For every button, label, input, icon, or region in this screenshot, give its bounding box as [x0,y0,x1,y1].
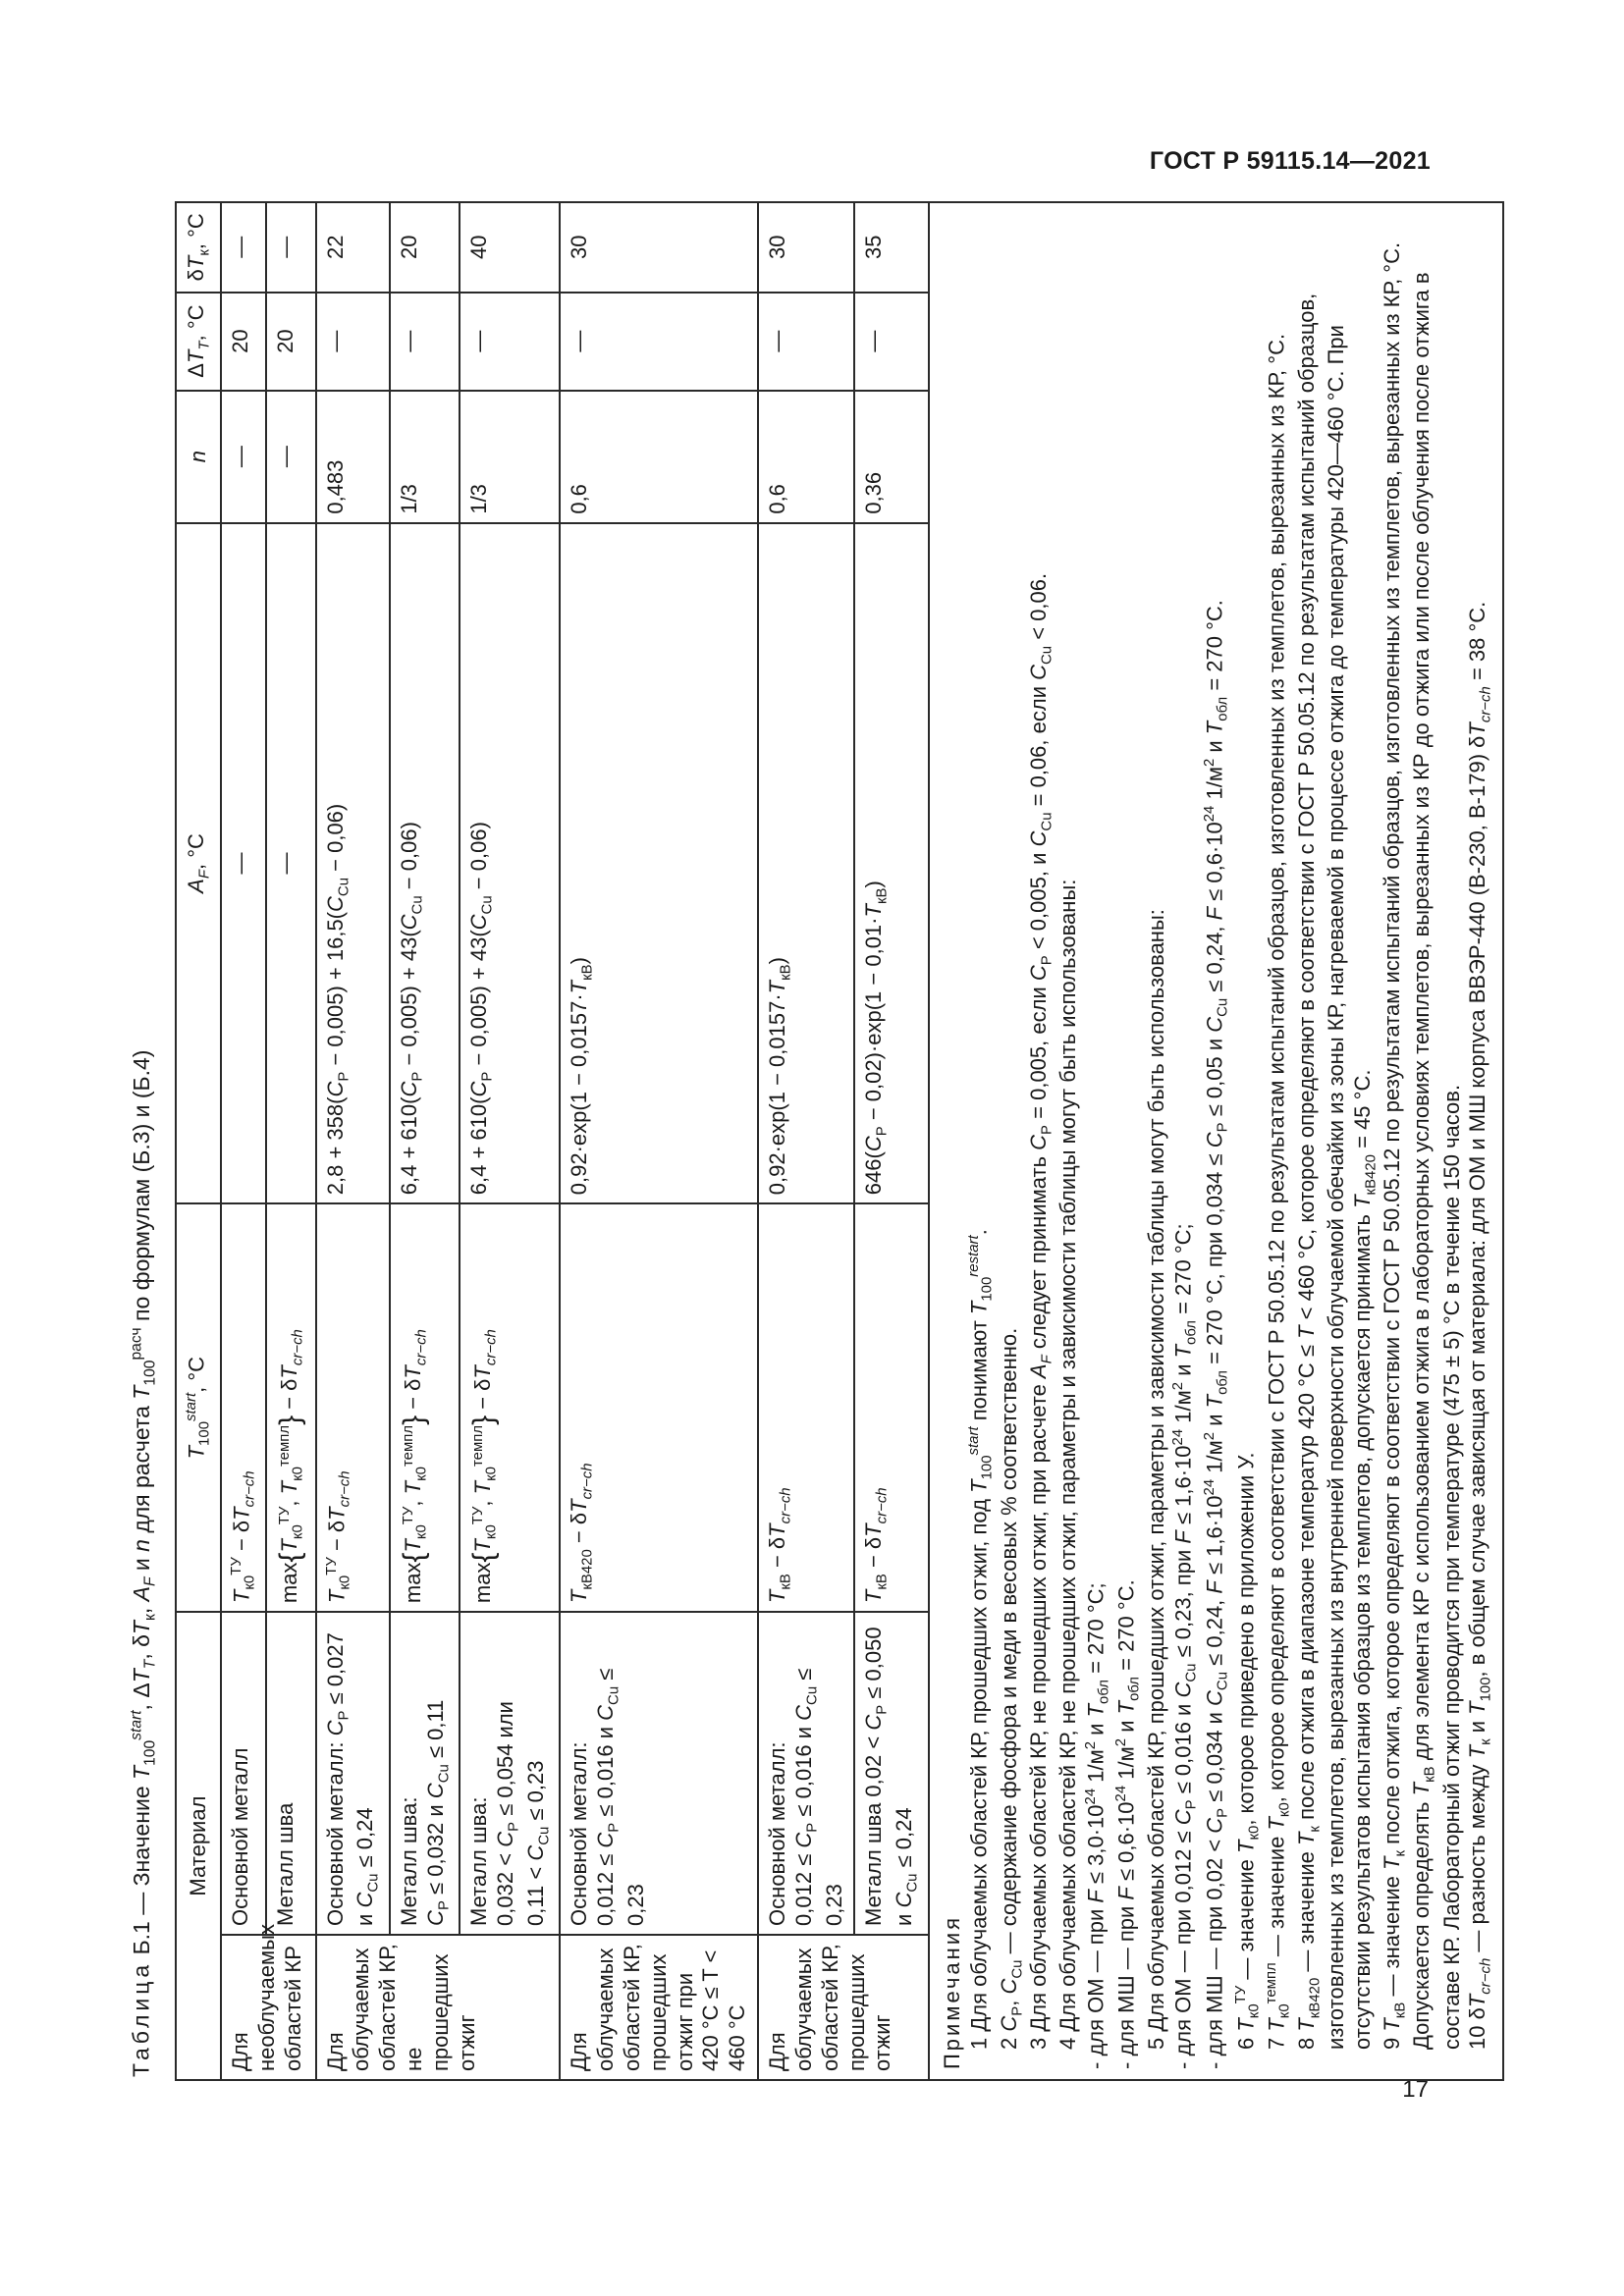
dtk-cell: 35 [854,202,928,293]
material-cell: Основной металл [221,1612,266,1935]
table-row [460,202,560,2080]
group-label: Для облучаемых областей КР, не прошедших отжиг [316,1935,561,2080]
note-10: 10 $\delta T_{cr-ch}$ — разность между $T_к$ и $T_{100}$, в общем случае зависящая от материала: для ОМ и МШ корпуса ВВЭР-440 (В-230, В-179) $\delta T_{cr-ch} = 38$ °C. [1465,601,1494,2050]
table-row [316,202,390,2080]
table-row [266,202,316,2080]
tstart-cell: $T_{кВ} - \delta T_{cr-ch}$ [758,1203,854,1612]
material-cell: Основной металл: $0,012 \le C_P \le 0,016$ и $C_{Cu} \le 0,23$ [560,1612,758,1935]
dtk-cell: 40 [460,202,560,293]
n-cell: — [266,391,316,523]
n-cell: 1/3 [460,391,560,523]
notes-title: Примечания [939,1914,964,2069]
document-code: ГОСТ Р 59115.14—2021 [1149,147,1431,175]
tstart-cell: $T_{к0}^{ТУ} - \delta T_{cr-ch}$ [316,1203,390,1612]
note-5: 5 Для облучаемых областей КР, прошедших отжиг, параметры и зависимости таблицы могут быть использованы: [1144,909,1169,2050]
af-cell: $2,8 + 358(C_P - 0,005) + 16,5(C_{Cu} - 0,06)$ [316,523,390,1204]
note-7: 7 $T_{к0}^{темпл}$ — значение $T_{к0}$, которое определяют в соответствии с ГОСТ Р 50.05.12 по результатам испытаний образцов, изготовленных из темплетов, вырезанных из КР, °C. [1263,333,1294,2050]
table-row [390,202,460,2080]
note-2: 2 $C_P$, $C_{Cu}$ — содержание фосфора и меди в весовых % соответственно. [996,1327,1026,2050]
note-5a: - для ОМ — при $0,012 \le C_P \le 0,016$ и $C_{Cu} \le 0,23$, при $F \le 1,6\cdot 10^{24}$ $1/м^2$ и $T_{обл} = 270$ °C; [1169,1223,1201,2069]
group-label: Для необлучаемых областей КР [221,1935,316,2080]
dtk-cell: 22 [316,202,390,293]
caption-label: Таблица [128,1960,154,2077]
note-8: 8 $T_{кВ420}$ — значение $T_к$ после отжига в диапазоне температур 420 °C ≤ T < 460 °C, которое определяют в соответствии с ГОСТ Р 50.05.12 по результатам испытаний образцов, изготовленных из темплетов, вырезанных из внутренней поверхности облучаемой обечайки из зоны КР, нагреваемой в процессе отжига до температуры 420—460 °C. При отсутствии результатов испытания образцов из темплетов, допускается принимать $T_{кВ420} = 45$ °C. [1294,293,1380,2050]
dtt-cell: — [854,293,928,391]
material-cell: Металл шва [266,1612,316,1935]
col-header-dtt: $\Delta T_T$, °C [176,293,221,391]
tstart-cell: $\max\{T_{к0}^{ТУ}$, $T_{к0}^{темпл}\} - \delta T_{cr-ch}$ [266,1203,316,1612]
caption-text: Б.1 — Значение $T_{100}^{start}$, $\Delta T_T$, $\delta T_к$, $A_F$ и n для расчета $T_{100}^{расч}$ по формулам (Б.3) и (Б.4) [128,1049,159,1961]
parameters-table [175,201,1504,2081]
dtt-cell: — [316,293,390,391]
rotated-table-block [128,177,1494,2081]
dtk-cell: 30 [560,202,758,293]
dtk-cell: — [266,202,316,293]
dtt-cell: — [460,293,560,391]
dtk-cell: 30 [758,202,854,293]
af-cell: $0,92\cdot\exp(1 - 0,0157\cdot T_{кВ})$ [758,523,854,1204]
col-header-material: Материал [176,1612,221,2080]
af-cell: $6,4 + 610(C_P - 0,005) + 43(C_{Cu} - 0,06)$ [390,523,460,1204]
dtt-cell: 20 [221,293,266,391]
table-header-row [176,202,221,2080]
col-header-tstart: $T_{100}^{start}$, °C [176,1203,221,1612]
n-cell: 0,483 [316,391,390,523]
col-header-af: $A_F$, °C [176,523,221,1204]
n-cell: 0,6 [758,391,854,523]
dtk-cell: 20 [390,202,460,293]
tstart-cell: $T_{кВ420} - \delta T_{cr-ch}$ [560,1203,758,1612]
af-cell: $6,4 + 610(C_P - 0,005) + 43(C_{Cu} - 0,06)$ [460,523,560,1204]
note-9: 9 $T_{кВ}$ — значение $T_к$ после отжига, которое определяют в соответствии с ГОСТ Р 50.05.12 по результатам испытаний образцов, изготовленных из темплетов, вырезанных из КР, °C. Допускается определять $T_{кВ}$ для элемента КР с использованием отжига в лабораторных условиях темплетов, вырезанных из КР до отжига или после облучения после отжига в составе КР. Лабораторный отжиг проводится при температуре (475 ± 5) °C в течение 150 часов. [1380,241,1464,2050]
material-cell: Металл шва $0,02 < C_P \le 0,050$ и $C_{Cu} \le 0,24$ [854,1612,928,1935]
af-cell: — [266,523,316,1204]
table-row [221,202,266,2080]
af-cell: $646(C_P - 0,02)\cdot\exp(1 - 0,01\cdot T_{кВ})$ [854,523,928,1204]
n-cell: 1/3 [390,391,460,523]
note-4: 4 Для облучаемых областей КР, не прошедших отжиг, параметры и зависимости таблицы могут быть использованы: [1056,879,1081,2050]
col-header-dtk: $\delta T_к$, °C [176,202,221,293]
n-cell: 0,6 [560,391,758,523]
note-4b: - для МШ — при $F \le 0,6\cdot 10^{24}$ $1/м^2$ и $T_{обл} = 270$ °C. [1112,1579,1144,2069]
notes-cell [929,202,1504,2080]
af-cell: — [221,523,266,1204]
af-cell: $0,92\cdot\exp(1 - 0,0157\cdot T_{кВ})$ [560,523,758,1204]
dtk-cell: — [221,202,266,293]
note-5b: - для МШ — при $0,02 < C_P \le 0,034$ и $C_{Cu} \le 0,24$, $F \le 1,6\cdot 10^{24}$ $1/м^2$ и $T_{обл} = 270$ °C, при $0,034 \le C_P \le 0,05$ и $C_{Cu} \le 0,24$, $F \le 0,6\cdot 10^{24}$ $1/м^2$ и $T_{обл} = 270$ °C. [1201,600,1231,2069]
note-1: 1 Для облучаемых областей КР, прошедших отжиг, под $T_{100}^{start}$ понимают $T_{100}^{restart}$. [965,1229,996,2050]
dtt-cell: 20 [266,293,316,391]
material-cell: Металл шва: $0,032 < C_P \le 0,054$ или $0,11 < C_{Cu} \le 0,23$ [460,1612,560,1935]
dtt-cell: — [758,293,854,391]
col-header-n: n [176,391,221,523]
table-row [560,202,758,2080]
material-cell: Основной металл: $C_P \le 0,027$ и $C_{Cu} \le 0,24$ [316,1612,390,1935]
n-cell: 0,36 [854,391,928,523]
tstart-cell: $T_{кВ} - \delta T_{cr-ch}$ [854,1203,928,1612]
tstart-cell: $\max\{T_{к0}^{ТУ}$, $T_{к0}^{темпл}\} - \delta T_{cr-ch}$ [460,1203,560,1612]
material-cell: Металл шва: $C_P \le 0,032$ и $C_{Cu} \le 0,11$ [390,1612,460,1935]
tstart-cell: $T_{к0}^{ТУ} - \delta T_{cr-ch}$ [221,1203,266,1612]
note-4a: - для ОМ — при $F \le 3,0\cdot 10^{24}$ $1/м^2$ и $T_{обл} = 270$ °C; [1081,1582,1112,2069]
table-row [854,202,928,2080]
note-3: 3 Для облучаемых областей КР, не прошедших отжиг, при расчете $A_F$ следует принимать $C_P = 0,005$, если $C_P < 0,005$, и $C_{Cu} = 0,06$, если $C_{Cu} < 0,06$. [1025,572,1056,2050]
material-cell: Основной металл: $0,012 \le C_P \le 0,016$ и $C_{Cu} \le 0,23$ [758,1612,854,1935]
notes-row [929,202,1504,2080]
note-6: 6 $T_{к0}^{ТУ}$ — значение $T_{к0}$, которое приведено в приложении У. [1231,1452,1263,2050]
group-label: Для облучаемых областей КР, прошедших отжиг при 420 °C ≤ T < 460 °C [560,1935,758,2080]
table-row [758,202,854,2080]
dtt-cell: — [390,293,460,391]
page-number: 17 [1402,2076,1429,2103]
group-label: Для облучаемых областей КР, прошедших отжиг [758,1935,929,2080]
table-caption [128,1050,159,2077]
dtt-cell: — [560,293,758,391]
n-cell: — [221,391,266,523]
tstart-cell: $\max\{T_{к0}^{ТУ}$, $T_{к0}^{темпл}\} - \delta T_{cr-ch}$ [390,1203,460,1612]
